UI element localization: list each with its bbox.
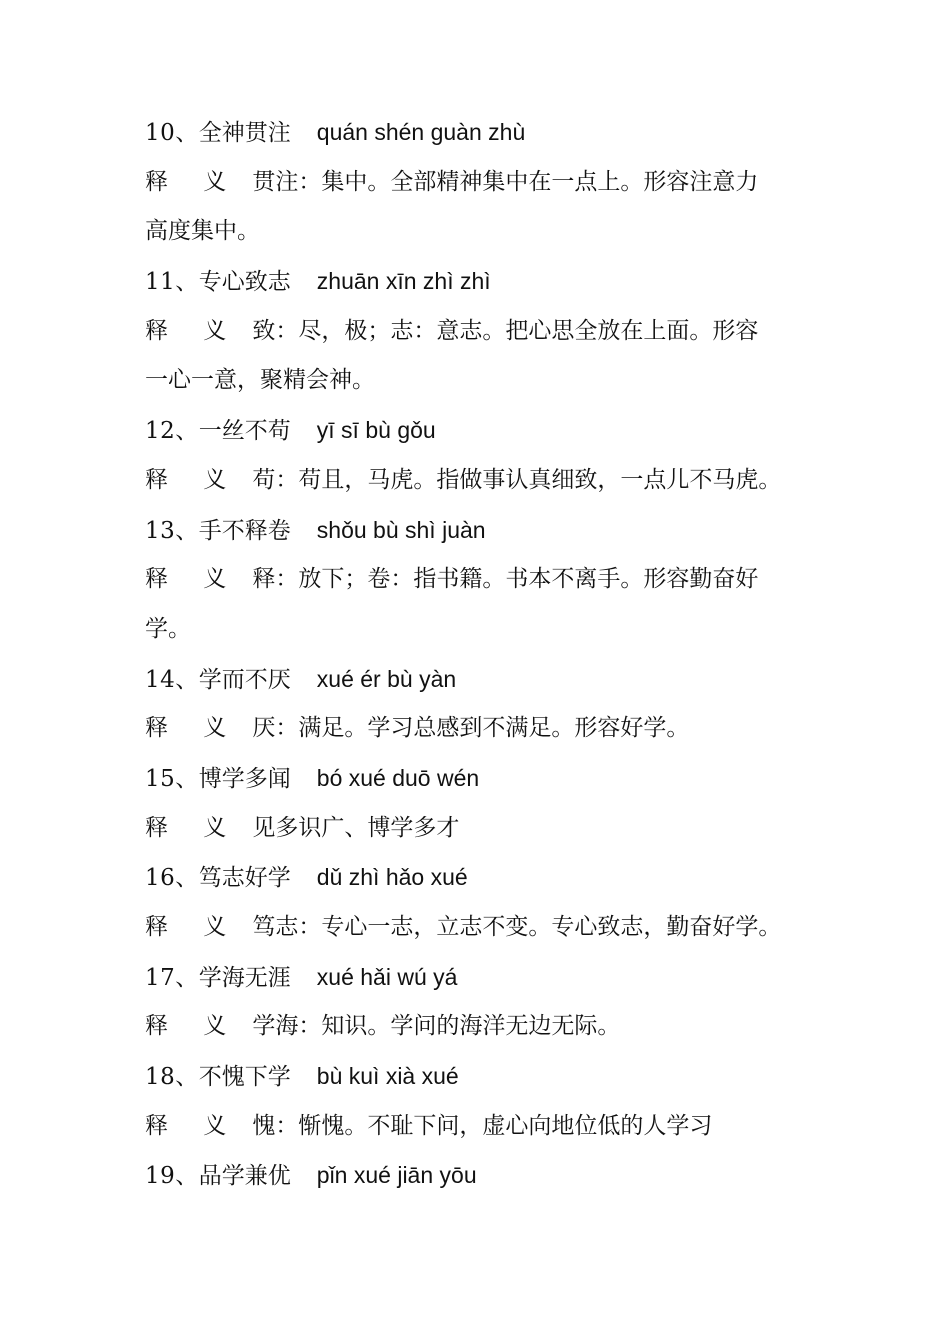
idiom-text: 学海无涯: [198, 964, 291, 991]
definition-label: 释 义: [145, 1112, 241, 1139]
idiom-definition: [145, 1102, 815, 1152]
idiom-text: 品学兼优: [198, 1163, 291, 1190]
idiom-pinyin: yī sī bù gǒu: [316, 417, 436, 444]
idiom-definition: [145, 456, 815, 506]
idiom-definition: [145, 555, 815, 605]
idiom-pinyin: bó xué duō wén: [316, 764, 480, 791]
idiom-text: 博学多闻: [198, 765, 291, 792]
idiom-number: 13、: [145, 517, 199, 544]
idiom-heading: [145, 754, 815, 804]
idiom-text: 专心致志: [198, 269, 291, 296]
idiom-pinyin: shǒu bù shì juàn: [316, 516, 486, 543]
idiom-number: 11、: [145, 269, 199, 296]
definition-label: 释 义: [145, 168, 241, 195]
definition-text: 高度集中。: [145, 218, 260, 245]
definition-label: 释 义: [145, 1013, 241, 1040]
idiom-pinyin: xué ér bù yàn: [316, 665, 457, 692]
idiom-number: 16、: [145, 865, 199, 892]
idiom-pinyin: dǔ zhì hǎo xué: [316, 864, 468, 891]
idiom-definition-continued: [145, 605, 815, 655]
definition-text: 笃志：专心一志，立志不变。专心致志，勤奋好学。: [252, 914, 782, 940]
idiom-definition: [145, 158, 815, 208]
definition-text: 学。: [145, 615, 191, 642]
idiom-heading: [145, 953, 815, 1003]
idiom-definition-continued: [145, 356, 815, 406]
definition-label: 释 义: [145, 715, 241, 742]
idiom-number: 14、: [145, 666, 199, 693]
definition-label: 释 义: [145, 914, 241, 940]
idiom-heading: [145, 1151, 815, 1201]
idiom-pinyin: xué hǎi wú yá: [316, 963, 458, 990]
idiom-number: 17、: [145, 964, 199, 991]
idiom-number: 18、: [145, 1064, 199, 1091]
definition-text: 致：尽，极；志：意志。把心思全放在上面。形容: [252, 317, 759, 344]
idiom-heading: [145, 257, 815, 307]
definition-text: 苟：苟且，马虎。指做事认真细致，一点儿不马虎。: [252, 466, 782, 493]
definition-text: 愧：惭愧。不耻下问，虚心向地位低的人学习: [252, 1112, 713, 1139]
idiom-text: 一丝不苟: [198, 418, 291, 445]
definition-text: 释：放下；卷：指书籍。书本不离手。形容勤奋好: [252, 566, 759, 593]
idiom-heading: [145, 853, 815, 903]
definition-label: 释 义: [145, 566, 241, 593]
idiom-heading: [145, 506, 815, 556]
definition-text: 贯注：集中。全部精神集中在一点上。形容注意力: [252, 168, 759, 195]
idiom-number: 15、: [145, 765, 199, 792]
idiom-heading: [145, 108, 815, 158]
idiom-definition: [145, 1002, 815, 1052]
idiom-definition: [145, 903, 815, 953]
idiom-text: 笃志好学: [198, 865, 291, 892]
definition-text: 一心一意，聚精会神。: [145, 367, 375, 394]
document-page: [145, 108, 815, 1201]
definition-label: 释 义: [145, 814, 241, 841]
definition-text: 学海：知识。学问的海洋无边无际。: [252, 1013, 621, 1040]
idiom-number: 12、: [145, 418, 199, 445]
idiom-number: 10、: [145, 120, 199, 146]
idiom-heading: [145, 655, 815, 705]
idiom-number: 19、: [145, 1163, 199, 1190]
idiom-text: 手不释卷: [198, 517, 291, 544]
idiom-pinyin: pǐn xué jiān yōu: [316, 1162, 477, 1189]
idiom-definition: [145, 307, 815, 357]
idiom-definition-continued: [145, 207, 815, 257]
definition-label: 释 义: [145, 466, 241, 493]
idiom-text: 不愧下学: [198, 1064, 291, 1091]
definition-text: 厌：满足。学习总感到不满足。形容好学。: [252, 715, 690, 742]
idiom-pinyin: zhuān xīn zhì zhì: [316, 268, 491, 295]
idiom-text: 全神贯注: [198, 120, 291, 146]
definition-label: 释 义: [145, 317, 241, 344]
idiom-definition: [145, 704, 815, 754]
definition-text: 见多识广、博学多才: [252, 814, 460, 841]
idiom-heading: [145, 1052, 815, 1102]
idiom-definition: [145, 804, 815, 854]
idiom-pinyin: quán shén guàn zhù: [316, 119, 526, 145]
idiom-pinyin: bù kuì xià xué: [316, 1063, 459, 1090]
idiom-heading: [145, 406, 815, 456]
idiom-text: 学而不厌: [198, 666, 291, 693]
